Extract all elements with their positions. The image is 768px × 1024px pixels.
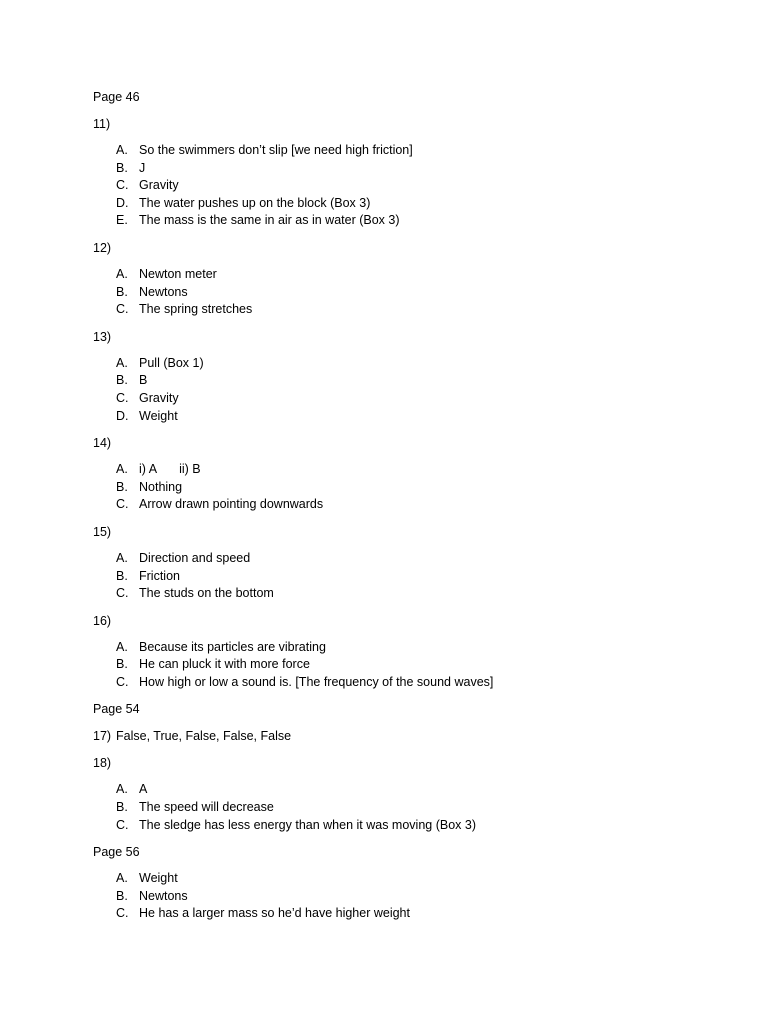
answer-item (93, 888, 693, 906)
item-letter: C. (116, 674, 129, 689)
answer-item (93, 781, 693, 799)
answer-document (93, 88, 693, 923)
item-text: Weight (139, 408, 178, 423)
item-text: He has a larger mass so he’d have higher weight (139, 906, 410, 921)
item-letter: B. (116, 160, 128, 175)
item-letter: C. (116, 178, 129, 193)
item-text-part-a: i) A (139, 462, 158, 477)
item-text: Pull (Box 1) (139, 355, 204, 370)
answer-item (93, 639, 693, 657)
answer-list-18 (93, 781, 693, 834)
item-text: The speed will decrease (139, 800, 274, 815)
answer-item (93, 905, 693, 923)
item-text: Friction (139, 568, 180, 583)
question-number-13: 13) (93, 329, 112, 344)
question-17-row (93, 727, 693, 745)
item-letter: A. (116, 782, 128, 797)
item-text: Gravity (139, 390, 179, 405)
answer-item (93, 585, 693, 603)
item-letter: B. (116, 479, 128, 494)
item-letter: B. (116, 888, 128, 903)
answer-item (93, 799, 693, 817)
item-letter: E. (116, 213, 128, 228)
question-number-18: 18) (93, 756, 112, 771)
item-text: The mass is the same in air as in water (Box 3) (139, 213, 400, 228)
item-text: A (139, 782, 148, 797)
item-text: So the swimmers don’t slip [we need high friction] (139, 143, 413, 157)
answer-item (93, 496, 693, 514)
item-letter: B. (116, 568, 128, 583)
answer-item (93, 355, 693, 373)
answer-list-12 (93, 266, 693, 319)
item-letter: C. (116, 497, 129, 512)
answer-item (93, 372, 693, 390)
answer-list-16 (93, 639, 693, 692)
answer-item (93, 656, 693, 674)
item-text: The sledge has less energy than when it was moving (Box 3) (139, 817, 476, 832)
item-letter: A. (116, 871, 128, 886)
item-letter: A. (116, 266, 128, 281)
answer-item (93, 266, 693, 284)
item-text: Because its particles are vibrating (139, 639, 326, 654)
item-text: Gravity (139, 178, 179, 193)
item-letter: B. (116, 284, 128, 299)
question-number-12: 12) (93, 240, 112, 255)
question-number-15: 15) (93, 524, 112, 539)
page-heading-56: Page 56 (93, 845, 140, 860)
question-number-11: 11) (93, 117, 111, 131)
answer-item (93, 461, 693, 479)
answer-item (93, 817, 693, 835)
item-letter: A. (116, 143, 128, 157)
item-letter: A. (116, 355, 128, 370)
item-letter: C. (116, 302, 129, 317)
answer-item (93, 195, 693, 213)
item-letter: C. (116, 817, 129, 832)
answer-list-11 (93, 142, 693, 230)
question-17-answer: False, True, False, False, False (116, 729, 292, 744)
answer-item (93, 177, 693, 195)
answer-item (93, 301, 693, 319)
item-text: Arrow drawn pointing downwards (139, 497, 324, 512)
answer-item (93, 212, 693, 230)
item-letter: D. (116, 195, 129, 210)
page-heading-46: Page 46 (93, 90, 140, 104)
answer-list-14 (93, 461, 693, 514)
item-text: Weight (139, 871, 178, 886)
question-number-14: 14) (93, 436, 112, 451)
answer-item (93, 674, 693, 692)
item-text: Newtons (139, 888, 188, 903)
item-letter: D. (116, 408, 129, 423)
item-letter: B. (116, 800, 128, 815)
item-text: Direction and speed (139, 550, 251, 565)
item-text: The studs on the bottom (139, 586, 274, 601)
item-text: How high or low a sound is. [The frequency of the sound waves] (139, 674, 494, 689)
item-text: Nothing (139, 479, 183, 494)
item-text: B (139, 373, 148, 388)
item-letter: B. (116, 657, 128, 672)
item-text: He can pluck it with more force (139, 657, 310, 672)
item-text: J (139, 160, 146, 175)
answer-item (93, 870, 693, 888)
item-letter: C. (116, 586, 129, 601)
answer-item (93, 568, 693, 586)
item-letter: B. (116, 373, 128, 388)
item-text: Newton meter (139, 266, 217, 281)
item-text: Newtons (139, 284, 188, 299)
answer-item (93, 408, 693, 426)
item-text: The spring stretches (139, 302, 253, 317)
answer-list-15 (93, 550, 693, 603)
item-letter: A. (116, 462, 128, 477)
answer-list-page56 (93, 870, 693, 923)
item-letter: C. (116, 906, 129, 921)
item-text: The water pushes up on the block (Box 3) (139, 195, 371, 210)
answer-item (93, 284, 693, 302)
answer-item (93, 550, 693, 568)
answer-item (93, 479, 693, 497)
answer-list-13 (93, 355, 693, 425)
item-letter: A. (116, 639, 128, 654)
item-letter: C. (116, 390, 129, 405)
answer-item (93, 390, 693, 408)
answer-item (93, 142, 693, 160)
page-heading-54: Page 54 (93, 702, 140, 717)
question-number-16: 16) (93, 613, 112, 628)
item-text-part-b: ii) B (179, 462, 201, 477)
answer-item (93, 160, 693, 178)
item-letter: A. (116, 550, 128, 565)
question-number-17: 17) (93, 729, 112, 744)
